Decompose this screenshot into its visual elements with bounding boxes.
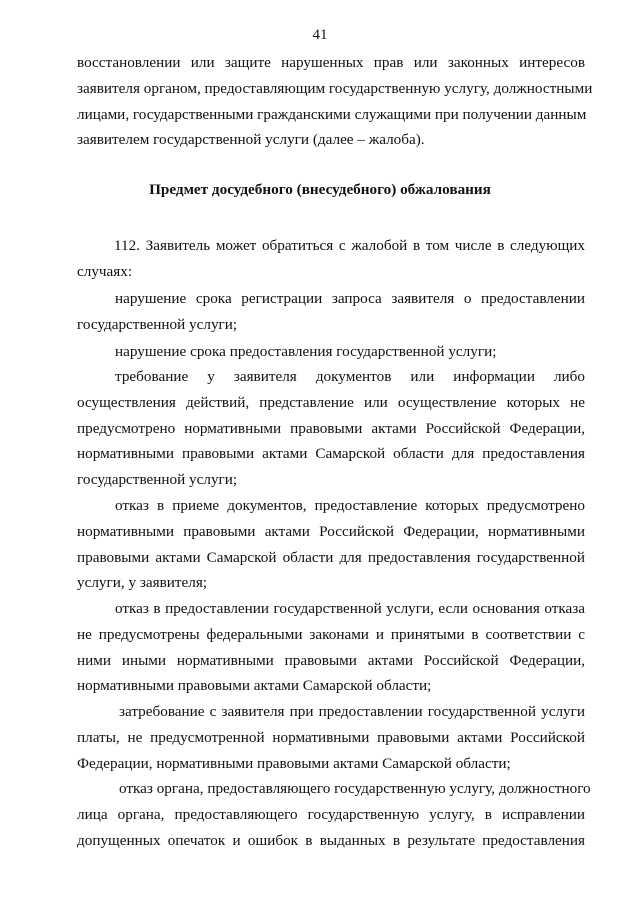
text-line: правовыми актами Самарской области для предоставления государственной — [77, 548, 585, 566]
text-line: 112. Заявитель может обратиться с жалобой в том числе в следующих — [114, 237, 585, 254]
text-line: затребование с заявителя при предоставлении государственной услуги — [119, 703, 585, 720]
text-line: нарушение срока предоставления государственной услуги; — [115, 343, 497, 360]
text-line: случаях: — [77, 262, 133, 280]
text-line: государственной услуги; — [77, 471, 238, 489]
text-line: нормативными правовыми актами Российской Федерации, нормативными — [77, 522, 585, 540]
section-heading: Предмет досудебного (внесудебного) обжалования — [149, 181, 491, 198]
text-line: государственной услуги; — [77, 315, 238, 333]
text-line: нарушение срока регистрации запроса заявителя о предоставлении — [115, 290, 585, 307]
text-line: заявителя органом, предоставляющим государственную услугу, должностными — [77, 79, 593, 97]
list-item — [77, 364, 585, 493]
text-line: Федерации, нормативными правовыми актами Самарской области; — [77, 754, 511, 772]
intro-paragraph — [77, 50, 593, 153]
text-line: отказ в приеме документов, предоставление которых предусмотрено — [115, 497, 585, 514]
list-item — [77, 339, 585, 365]
text-line: требование у заявителя документов или информации либо — [115, 368, 585, 385]
list-item — [77, 493, 585, 596]
list-item — [77, 596, 585, 699]
text-line: лицами, государственными гражданскими служащими при получении данным — [77, 105, 587, 123]
text-line: допущенных опечаток и ошибок в выданных в результате предоставления — [77, 831, 585, 849]
text-line: нормативными правовыми актами Самарской области; — [77, 677, 432, 695]
text-line: заявителем государственной услуги (далее – жалоба). — [77, 131, 425, 149]
text-line: предусмотрено нормативными правовыми актами Российской Федерации, — [77, 419, 585, 437]
list-item — [77, 699, 585, 776]
text-line: не предусмотрены федеральными законами и принятыми в соответствии с — [77, 625, 585, 643]
list-item — [77, 776, 591, 853]
list-item — [77, 286, 585, 338]
text-line: осуществления действий, представление или осуществление которых не — [77, 393, 585, 411]
text-line: ними иными нормативными правовыми актами Российской Федерации, — [77, 651, 585, 669]
paragraph-112 — [77, 233, 585, 285]
text-line: услуги, у заявителя; — [77, 574, 208, 592]
page-number: 41 — [312, 27, 328, 43]
text-line: отказ в предоставлении государственной услуги, если основания отказа — [115, 600, 585, 617]
text-line: нормативными правовыми актами Самарской области для предоставления — [77, 445, 585, 463]
text-line: восстановлении или защите нарушенных прав или законных интересов — [77, 54, 585, 71]
text-line: лица органа, предоставляющего государственную услугу, в исправлении — [77, 805, 585, 823]
text-line: платы, не предусмотренной нормативными правовыми актами Российской — [77, 728, 585, 746]
text-line: отказ органа, предоставляющего государственную услугу, должностного — [119, 780, 591, 797]
